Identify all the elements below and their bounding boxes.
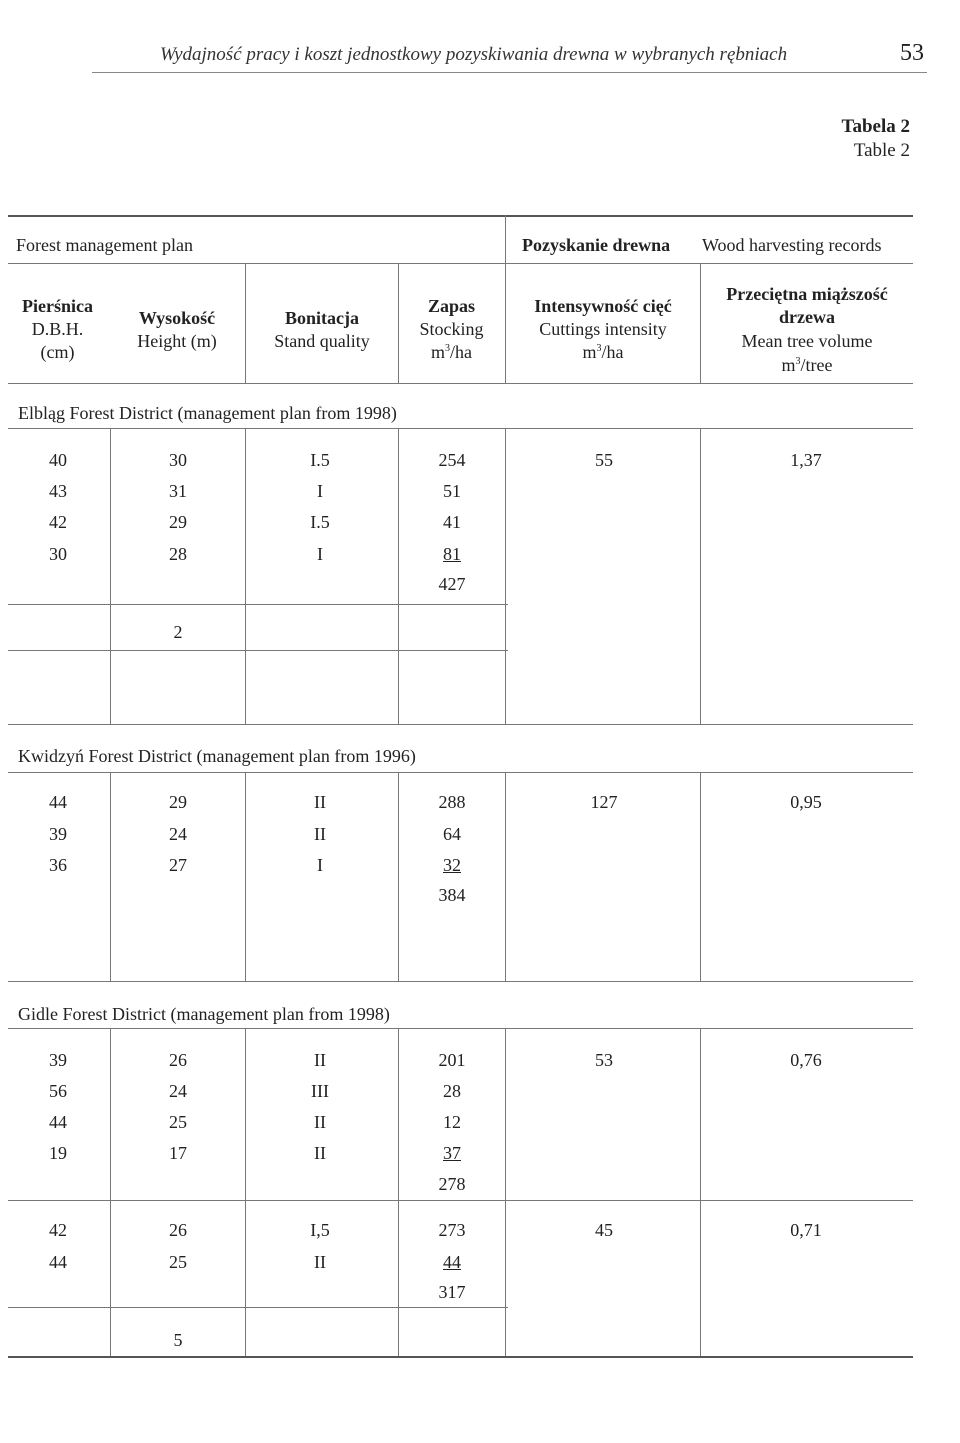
col-dbh-en: D.B.H. (31, 319, 84, 339)
cell-quality: II (314, 1050, 326, 1070)
cell-intensity: 45 (595, 1220, 613, 1240)
col-divider (245, 1028, 246, 1356)
cell-height: 24 (169, 824, 187, 844)
cell-dbh: 44 (49, 1112, 67, 1132)
col-intensity-pl: Intensywność cięć (534, 296, 672, 316)
section-rule (8, 1028, 913, 1029)
section-rule (8, 772, 913, 773)
cell-quality: I.5 (310, 512, 330, 532)
cell-height: 29 (169, 512, 187, 532)
cell-stocking: 273 (438, 1220, 466, 1240)
section-rule (8, 981, 913, 982)
col-height-pl: Wysokość (138, 308, 216, 328)
cell-stocking: 64 (443, 824, 461, 844)
col-divider (505, 772, 506, 981)
col-volume-pl2: drzewa (779, 307, 835, 327)
cell-height: 26 (169, 1220, 187, 1240)
cell-stocking: 288 (438, 792, 466, 812)
cell-volume: 0,95 (790, 792, 822, 812)
col-divider (505, 428, 506, 724)
cell-quality: II (314, 824, 326, 844)
cell-stocking: 201 (438, 1050, 466, 1070)
col-dbh-pl: Pierśnica (22, 296, 93, 316)
cell-stocking: 28 (443, 1081, 461, 1101)
cell-dbh: 44 (49, 792, 67, 812)
col-divider (700, 263, 701, 383)
cell-stocking: 41 (443, 512, 461, 532)
cell-intensity: 127 (590, 792, 618, 812)
cell-dbh: 36 (49, 855, 67, 875)
cell-stocking-total: 384 (438, 885, 466, 905)
cell-quality: II (314, 1112, 326, 1132)
cell-stocking-total: 317 (438, 1282, 466, 1302)
footnote-marker: 2 (173, 622, 183, 642)
col-divider (245, 428, 246, 724)
section-rule (8, 650, 508, 651)
cell-stocking: 12 (443, 1112, 461, 1132)
cell-dbh: 56 (49, 1081, 67, 1101)
cell-dbh: 19 (49, 1143, 67, 1163)
running-title: Wydajność pracy i koszt jednostkowy pozyskiwania drewna w wybranych rębniach (160, 44, 788, 65)
cell-height: 30 (169, 450, 187, 470)
cell-height: 24 (169, 1081, 187, 1101)
cell-volume: 0,71 (790, 1220, 822, 1240)
table-top-rule (8, 215, 913, 217)
cell-stocking-total: 278 (438, 1174, 466, 1194)
section-rule (8, 428, 913, 429)
col-intensity-unit: $m^3/ha$ (582, 342, 624, 362)
cell-height: 17 (169, 1143, 187, 1163)
cell-height: 31 (169, 481, 187, 501)
col-divider (505, 1028, 506, 1356)
cell-dbh: 40 (49, 450, 67, 470)
cell-volume: 0,76 (790, 1050, 822, 1070)
section-title: Kwidzyń Forest District (management plan from 1996) (18, 746, 416, 766)
cell-height: 26 (169, 1050, 187, 1070)
col-divider (245, 263, 246, 383)
table-label-pl: Tabela 2 (841, 116, 910, 137)
footnote-marker: 5 (173, 1330, 183, 1350)
section-rule (8, 1307, 508, 1308)
cell-height: 29 (169, 792, 187, 812)
cell-stocking: 37 (443, 1143, 461, 1163)
col-height-en: Height (m) (137, 331, 217, 351)
col-volume-pl1: Przeciętna miąższość (726, 284, 888, 304)
cell-quality: I (317, 855, 323, 875)
cell-height: 25 (169, 1252, 187, 1272)
cell-dbh: 44 (49, 1252, 67, 1272)
col-stocking-en: Stocking (419, 319, 484, 339)
col-intensity-en: Cuttings intensity (539, 319, 667, 339)
cell-height: 25 (169, 1112, 187, 1132)
section-rule (8, 1200, 913, 1201)
cell-stocking-total: 427 (438, 574, 466, 594)
col-divider (700, 428, 701, 724)
col-divider (398, 1028, 399, 1356)
cell-stocking: 44 (443, 1252, 461, 1272)
col-divider (700, 1028, 701, 1356)
cell-quality: I (317, 544, 323, 564)
cell-intensity: 53 (595, 1050, 613, 1070)
col-volume-en: Mean tree volume (741, 331, 873, 351)
group-header-rule (8, 263, 913, 264)
cell-dbh: 30 (49, 544, 67, 564)
col-divider (505, 215, 506, 383)
cell-quality: I,5 (310, 1220, 330, 1240)
col-divider (245, 772, 246, 981)
col-quality-en: Stand quality (274, 331, 370, 351)
cell-dbh: 42 (49, 512, 67, 532)
col-dbh-unit: (cm) (40, 342, 75, 362)
cell-stocking: 254 (438, 450, 466, 470)
group-header-plan: Forest management plan (16, 235, 193, 255)
cell-stocking: 81 (443, 544, 461, 564)
cell-quality: I (317, 481, 323, 501)
col-stocking-unit: $m^3/ha$ (430, 342, 472, 362)
cell-stocking: 32 (443, 855, 461, 875)
cell-dbh: 39 (49, 1050, 67, 1070)
page-number: 53 (900, 40, 924, 66)
cell-quality: II (314, 1143, 326, 1163)
col-divider (398, 428, 399, 724)
col-stocking-pl: Zapas (427, 296, 476, 316)
table-bottom-rule (8, 1356, 913, 1358)
cell-volume: 1,37 (790, 450, 822, 470)
cell-height: 28 (169, 544, 187, 564)
col-divider (110, 772, 111, 981)
section-title: Elbląg Forest District (management plan from 1998) (18, 403, 397, 423)
column-header-rule (8, 383, 913, 384)
col-divider (398, 772, 399, 981)
col-divider (110, 1028, 111, 1356)
cell-quality: I.5 (310, 450, 330, 470)
cell-quality: II (314, 792, 326, 812)
cell-stocking: 51 (443, 481, 461, 501)
cell-quality: III (311, 1081, 329, 1101)
group-header-harvest-pl: Pozyskanie drewna (522, 235, 671, 255)
section-rule (8, 604, 508, 605)
col-quality-pl: Bonitacja (285, 308, 359, 328)
cell-dbh: 43 (49, 481, 67, 501)
col-divider (700, 772, 701, 981)
col-divider (110, 428, 111, 724)
cell-dbh: 42 (49, 1220, 67, 1240)
col-divider (398, 263, 399, 383)
group-header-harvest-en: Wood harvesting records (702, 235, 882, 255)
col-volume-unit: $m^3$/tree (781, 355, 833, 375)
header-rule (92, 72, 927, 73)
cell-intensity: 55 (595, 450, 613, 470)
table-label-en: Table 2 (853, 140, 910, 161)
cell-height: 27 (169, 855, 187, 875)
cell-dbh: 39 (49, 824, 67, 844)
section-rule (8, 724, 913, 725)
cell-quality: II (314, 1252, 326, 1272)
section-title: Gidle Forest District (management plan from 1998) (18, 1004, 390, 1024)
